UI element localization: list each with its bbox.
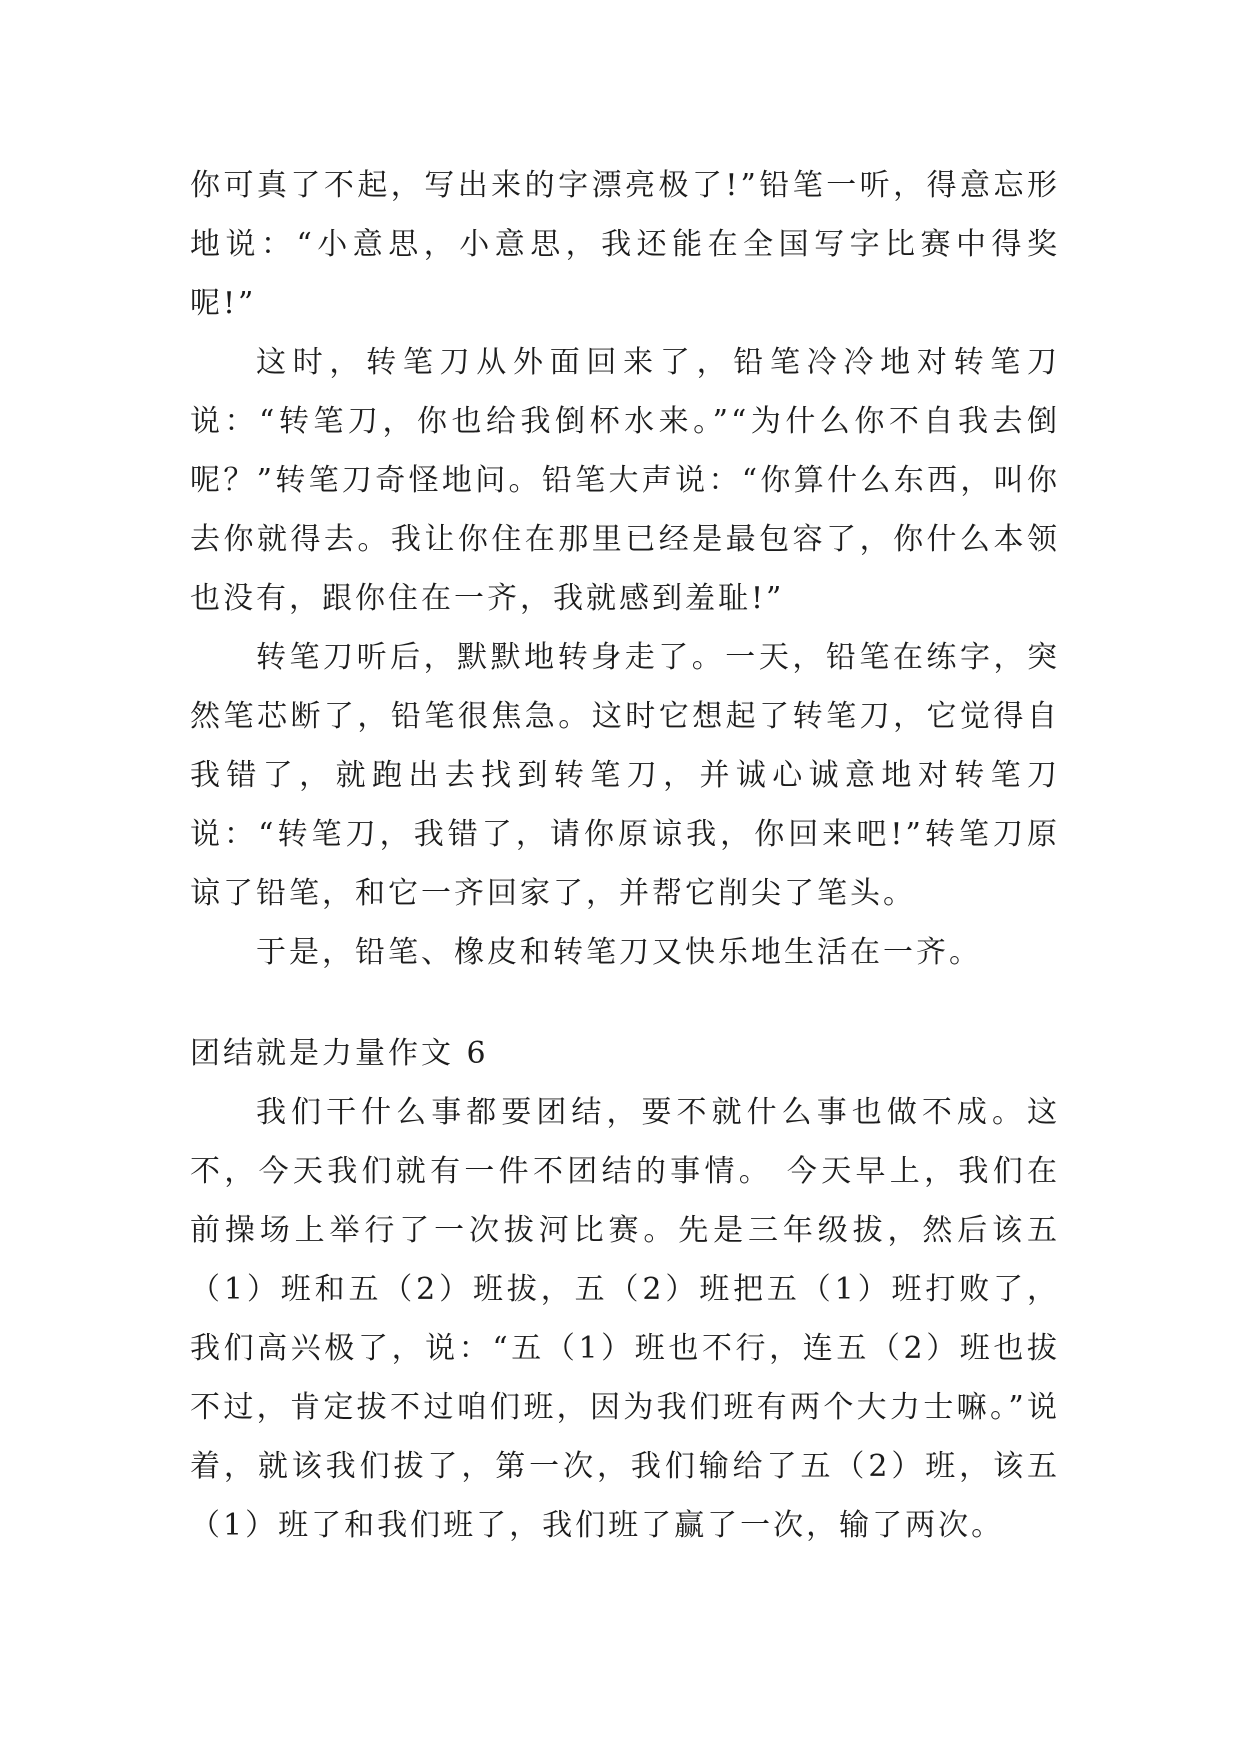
essay-section [190,1024,1060,1555]
paragraph: 转笔刀听后，默默地转身走了。一天，铅笔在练字，突然笔芯断了，铅笔很焦急。这时它想起了转笔刀，它觉得自我错了，就跑出去找到转笔刀，并诚心诚意地对转笔刀说：“转笔刀，我错了，请你原谅我，你回来吧!”转笔刀原谅了铅笔，和它一齐回家了，并帮它削尖了笔头。 [190,640,1060,911]
story-continuation [190,156,1060,982]
paragraph: 你可真了不起，写出来的字漂亮极了!”铅笔一听，得意忘形地说：“小意思，小意思，我还能在全国写字比赛中得奖呢!” [190,168,1060,321]
paragraph: 于是，铅笔、橡皮和转笔刀又快乐地生活在一齐。 [256,935,982,970]
paragraph: 这时，转笔刀从外面回来了，铅笔冷冷地对转笔刀说：“转笔刀，你也给我倒杯水来。”“为什么你不自我去倒呢？”转笔刀奇怪地问。铅笔大声说：“你算什么东西，叫你去你就得去。我让你住在那里已经是最包容了，你什么本领也没有，跟你住在一齐，我就感到羞耻!” [190,345,1060,616]
essay-title: 团结就是力量作文 6 [190,1036,489,1071]
paragraph: 我们干什么事都要团结，要不就什么事也做不成。这不，今天我们就有一件不团结的事情。 今天早上，我们在前操场上举行了一次拔河比赛。先是三年级拔，然后该五（1）班和五（2）班拔，五（2）班把五（1）班打败了，我们高兴极了，说：“五（1）班也不行，连五（2）班也拔不过，肯定拔不过咱们班，因为我们班有两个大力士嘛。”说着，就该我们拔了，第一次，我们输给了五（2）班，该五（1）班了和我们班了，我们班了赢了一次，输了两次。 [190,1095,1060,1543]
